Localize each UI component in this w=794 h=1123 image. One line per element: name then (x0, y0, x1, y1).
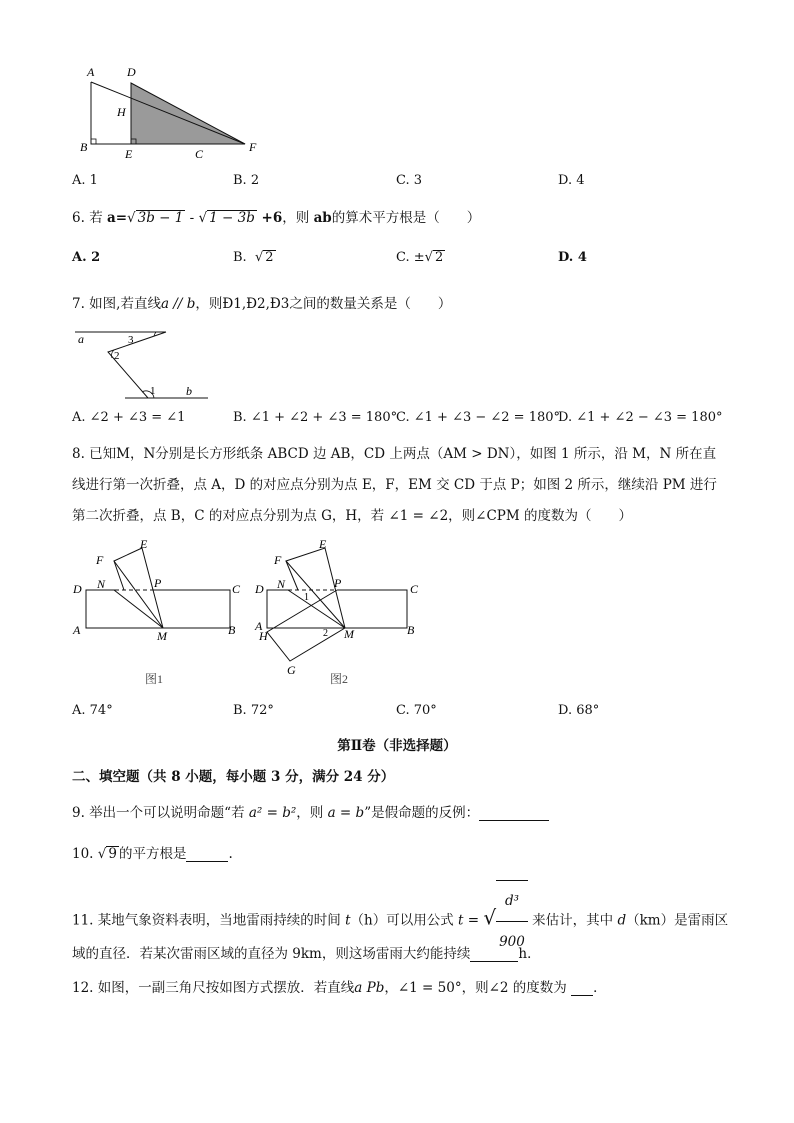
label-A: A (87, 65, 95, 79)
fig1-label-A: A (73, 623, 81, 637)
label-E: E (125, 147, 133, 161)
q5-figure (70, 62, 280, 162)
fig2-label-G: G (287, 663, 296, 677)
label-D: D (127, 65, 136, 79)
fig1-label-C: C (232, 582, 241, 596)
line-a-label: a (78, 332, 84, 346)
fig2-label-N: N (277, 577, 286, 591)
q7-option-c[interactable]: C. ∠1 + ∠3 − ∠2 = 180° (396, 410, 561, 425)
fig1-label-M: M (157, 629, 167, 643)
label-F: F (249, 140, 257, 154)
q8-line-1: 8. 已知M，N分别是长方形纸条 ABCD 边 AB，CD 上两点（AM > DN），如图 1 所示，沿 M，N 所在直 (72, 446, 717, 462)
q12-stem: 12. 如图，一副三角尺按如图方式摆放．若直线a Pb，∠1 = 50°，则∠2 的度数为 ． (72, 980, 607, 996)
fig2-label-B: B (407, 623, 415, 637)
q5-option-d[interactable]: D. 4 (558, 173, 585, 188)
q7-stem: 7. 如图,若直线a // b，则Ð1,Ð2,Ð3之间的数量关系是（ ） (72, 296, 452, 312)
volume-title: 第Ⅱ卷（非选择题） (337, 738, 457, 754)
q9-answer-blank[interactable] (479, 806, 549, 821)
fig1-label-N: N (97, 577, 106, 591)
q8-option-a[interactable]: A. 74° (72, 703, 113, 718)
q6-option-c[interactable]: C. ±√ 2 (396, 250, 444, 265)
fig2-label-M: M (344, 627, 354, 641)
q5-option-a[interactable]: A. 1 (72, 173, 98, 188)
angle-2-label: 2 (114, 350, 120, 362)
fig1-label-B: B (228, 623, 236, 637)
q11-line-1: 11. 某地气象资料表明，当地雷雨持续的时间 t（h）可以用公式 t = √ $\frac{\text{d³}}{900}$ 来估计，其中 d（km）是雷雨区 (72, 880, 728, 962)
q8-line-2: 线进行第一次折叠，点 A，D 的对应点分别为点 E，F，EM 交 CD 于点 P；如图 2 所示，继续沿 PM 进行 (72, 477, 717, 493)
q7-option-d[interactable]: D. ∠1 + ∠2 − ∠3 = 180° (558, 410, 723, 425)
fig2-angle-2: 2 (323, 628, 328, 639)
label-B: B (80, 140, 88, 154)
fig2-angle-1: 1 (304, 592, 309, 603)
angle-1-label: 1 (150, 385, 156, 397)
fig1-label-P: P (154, 576, 162, 590)
q7-option-b[interactable]: B. ∠1 + ∠2 + ∠3 = 180° (233, 410, 398, 425)
q7-figure (70, 322, 220, 402)
q8-line-3: 第二次折叠，点 B，C 的对应点分别为点 G，H，若 ∠1 = ∠2，则∠CPM 的度数为（ ） (72, 508, 633, 524)
q8-option-b[interactable]: B. 72° (233, 703, 274, 718)
q6-option-b[interactable]: B. √ 2 (233, 250, 274, 265)
fig1-label-E: E (140, 537, 148, 551)
q7-option-a[interactable]: A. ∠2 + ∠3 = ∠1 (72, 410, 186, 425)
fig2-label-D: D (255, 582, 264, 596)
q8-figure-1 (70, 536, 250, 686)
fig2-label-A: A (255, 619, 263, 633)
fig1-caption: 图1 (145, 672, 164, 686)
q11-answer-blank[interactable] (470, 947, 518, 962)
q8-option-c[interactable]: C. 70° (396, 703, 437, 718)
fig2-label-C: C (410, 582, 419, 596)
q8-option-d[interactable]: D. 68° (558, 703, 600, 718)
fig2-label-P: P (334, 576, 342, 590)
q8-figure-2 (252, 536, 432, 686)
q5-option-b[interactable]: B. 2 (233, 173, 260, 188)
fig2-label-F: F (274, 553, 282, 567)
fig2-label-E: E (319, 537, 327, 551)
fig1-label-D: D (73, 582, 82, 596)
q10-answer-blank[interactable] (186, 847, 228, 862)
label-H: H (117, 105, 126, 119)
q6-option-a[interactable]: A. 2 (72, 250, 101, 265)
q10-stem: 10. √ 9 的平方根是 . (72, 846, 233, 862)
fig2-label-H: H (259, 629, 268, 643)
q9-stem: 9. 举出一个可以说明命题“若 a² = b²，则 a = b”是假命题的反例： (72, 801, 549, 821)
angle-3-label: 3 (128, 334, 134, 346)
label-C: C (195, 147, 204, 161)
q6-stem: 6. 若 a=√ 3b − 1 - √ 1 − 3b +6，则 ab的算术平方根是（ ） (72, 210, 481, 226)
line-b-label: b (186, 384, 192, 398)
fig1-label-F: F (96, 553, 104, 567)
q5-option-c[interactable]: C. 3 (396, 173, 423, 188)
q6-option-d[interactable]: D. 4 (558, 250, 587, 265)
q11-line-2: 域的直径．若某次雷雨区域的直径为 9km，则这场雷雨大约能持续 h． (72, 946, 541, 962)
fig2-caption: 图2 (330, 672, 349, 686)
fill-section-heading: 二、填空题（共 8 小题，每小题 3 分，满分 24 分） (72, 769, 395, 785)
q12-answer-blank[interactable] (571, 981, 593, 996)
